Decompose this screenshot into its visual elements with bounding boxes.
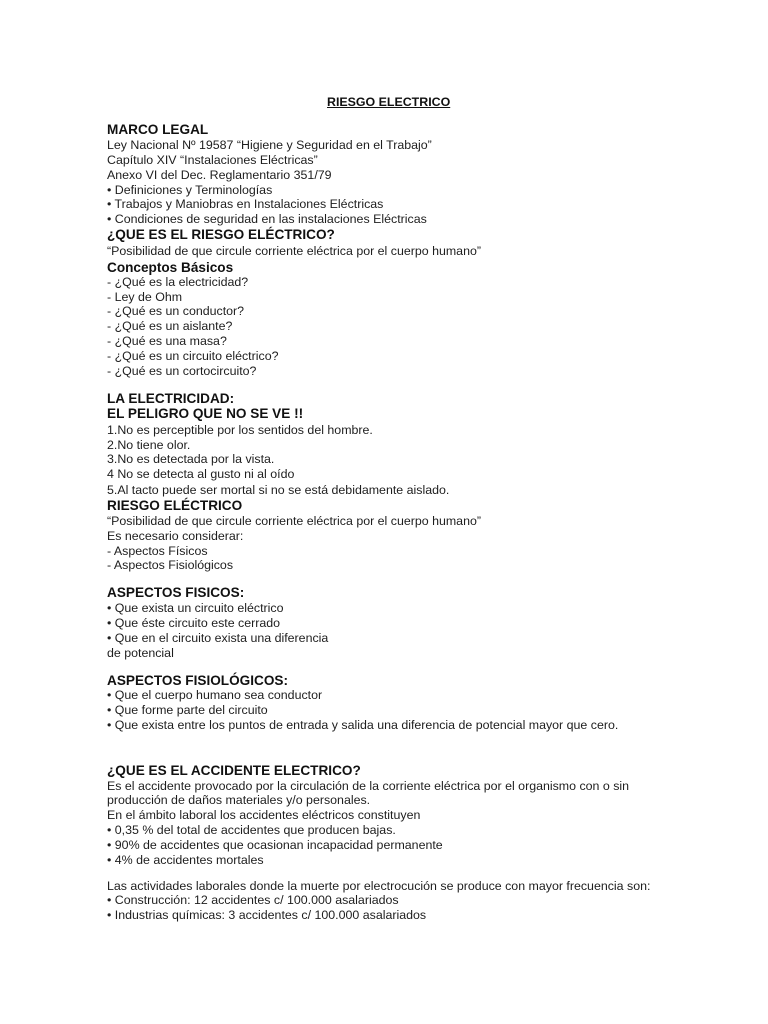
text-line: “Posibilidad de que circule corriente eléctrica por el cuerpo humano” [107, 514, 481, 528]
heading-fisiologicos: ASPECTOS FISIOLÓGICOS: [107, 673, 289, 688]
list-item: • Que en el circuito exista una diferencia [107, 631, 329, 645]
list-item: - Ley de Ohm [107, 290, 183, 304]
heading-electricidad: LA ELECTRICIDAD: [107, 391, 235, 406]
list-item: 1.No es perceptible por los sentidos del hombre. [107, 423, 373, 437]
list-item: • Trabajos y Maniobras en Instalaciones Eléctricas [107, 197, 384, 211]
list-item: • Que éste circuito este cerrado [107, 616, 281, 630]
text-line: Es necesario considerar: [107, 529, 244, 543]
text-line: Ley Nacional Nº 19587 “Higiene y Seguridad en el Trabajo” [107, 138, 432, 152]
list-item: - ¿Qué es un cortocircuito? [107, 364, 257, 378]
list-item: • 90% de accidentes que ocasionan incapacidad permanente [107, 838, 443, 852]
list-item: • 4% de accidentes mortales [107, 853, 264, 867]
list-item: - ¿Qué es una masa? [107, 334, 227, 348]
heading-que-es-riesgo: ¿QUE ES EL RIESGO ELÉCTRICO? [107, 227, 335, 242]
heading-peligro: EL PELIGRO QUE NO SE VE !! [107, 406, 304, 421]
list-item: 4 No se detecta al gusto ni al oído [107, 467, 295, 481]
text-line: producción de daños materiales y/o personales. [107, 793, 371, 807]
list-item: • Industrias químicas: 3 accidentes c/ 100.000 asalariados [107, 908, 427, 922]
heading-conceptos: Conceptos Básicos [107, 260, 234, 275]
list-item: • Construcción: 12 accidentes c/ 100.000 asalariados [107, 893, 399, 907]
list-item: • 0,35 % del total de accidentes que producen bajas. [107, 823, 396, 837]
list-item: • Que el cuerpo humano sea conductor [107, 688, 323, 702]
heading-accidente: ¿QUE ES EL ACCIDENTE ELECTRICO? [107, 763, 361, 778]
text-line: Anexo VI del Dec. Reglamentario 351/79 [107, 168, 332, 182]
heading-marco-legal: MARCO LEGAL [107, 122, 209, 137]
text-line: Es el accidente provocado por la circulación de la corriente eléctrica por el organismo con o sin [107, 779, 630, 793]
list-item: - ¿Qué es un conductor? [107, 304, 245, 318]
list-item: de potencial [107, 646, 174, 660]
document-title: RIESGO ELECTRICO [327, 95, 451, 109]
list-item: • Que exista entre los puntos de entrada y salida una diferencia de potencial mayor que cero. [107, 718, 619, 732]
text-line: Las actividades laborales donde la muerte por electrocución se produce con mayor frecuencia son: [107, 879, 651, 893]
text-line: “Posibilidad de que circule corriente eléctrica por el cuerpo humano” [107, 244, 481, 258]
list-item: - ¿Qué es la electricidad? [107, 275, 249, 289]
text-line: Capítulo XIV “Instalaciones Eléctricas” [107, 153, 318, 167]
heading-riesgo: RIESGO ELÉCTRICO [107, 498, 243, 513]
list-item: 5.Al tacto puede ser mortal si no se está debidamente aislado. [107, 483, 450, 497]
list-item: • Que exista un circuito eléctrico [107, 601, 284, 615]
list-item: 3.No es detectada por la vista. [107, 452, 275, 466]
list-item: • Que forme parte del circuito [107, 703, 268, 717]
text-line: En el ámbito laboral los accidentes eléctricos constituyen [107, 808, 421, 822]
list-item: • Definiciones y Terminologías [107, 183, 273, 197]
list-item: - ¿Qué es un aislante? [107, 319, 233, 333]
list-item: - Aspectos Físicos [107, 544, 208, 558]
list-item: - Aspectos Fisiológicos [107, 558, 234, 572]
heading-fisicos: ASPECTOS FISICOS: [107, 585, 245, 600]
list-item: • Condiciones de seguridad en las instalaciones Eléctricas [107, 212, 427, 226]
list-item: 2.No tiene olor. [107, 438, 191, 452]
list-item: - ¿Qué es un circuito eléctrico? [107, 349, 279, 363]
